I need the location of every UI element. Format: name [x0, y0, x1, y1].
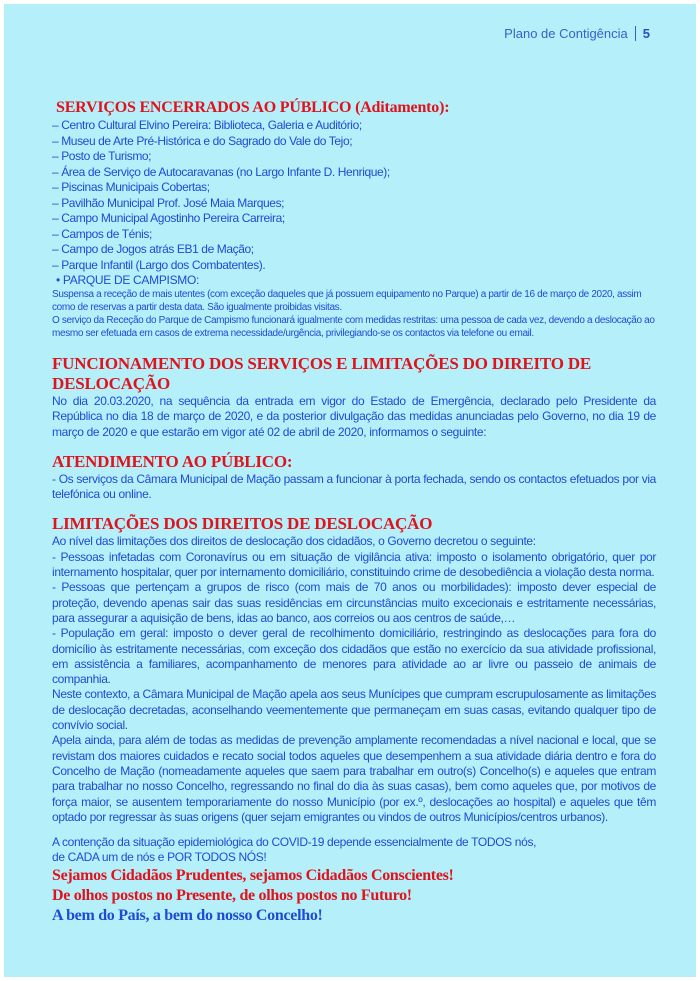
camping-paragraph: O serviço da Receção do Parque de Campismo funcionará igualmente com medidas restritas: uma pessoa de cada vez, devendo a deslocação ao mesmo ser efetuada em casos de extrema necessidade/urgência, privilegiando-se os contactos via telefone ou email.	[52, 315, 655, 339]
closing-line: A contenção da situação epidemiológica do COVID-19 depende essencialmente de TODOS nós,	[52, 835, 537, 850]
slogan: Sejamos Cidadãos Prudentes, sejamos Cidadãos Conscientes!	[52, 866, 454, 884]
list-item: – Piscinas Municipais Cobertas;	[52, 180, 210, 194]
list-item: – Museu de Arte Pré-Histórica e do Sagrado do Vale do Tejo;	[52, 133, 353, 148]
closing-line: de CADA um de nós e POR TODOS NÓS!	[52, 850, 267, 865]
slogan: A bem do País, a bem do nosso Concelho!	[52, 906, 323, 924]
camping-heading: • PARQUE DE CAMPISMO:	[56, 273, 200, 287]
camping-paragraph: Suspensa a receção de mais utentes (com exceção daqueles que já possuem equipamento no Parque) a partir de 16 de março de 2020, assim como de reservas a partir desta data. São igualmente proibidas visitas.	[52, 289, 642, 313]
attendance-paragraph: - Os serviços da Câmara Municipal de Mação passam a funcionar à porta fechada, sendo os contactos efetuados por via telefónica ou online.	[52, 471, 656, 502]
document-title: Plano de Contigência	[504, 26, 628, 41]
list-item: – Campos de Ténis;	[52, 226, 152, 241]
header-divider	[635, 26, 636, 41]
list-item: – Centro Cultural Elvino Pereira: Biblioteca, Galeria e Auditório;	[52, 118, 362, 132]
list-item: – Campo Municipal Agostinho Pereira Carreira;	[52, 211, 285, 225]
document-body	[52, 98, 656, 926]
closed-services-list	[52, 118, 656, 273]
limitations-intro: Ao nível das limitações dos direitos de deslocação dos cidadãos, o Governo decretou o seguinte:	[52, 534, 536, 549]
page-number: 5	[642, 26, 650, 41]
limitations-paragraph: Neste contexto, a Câmara Municipal de Mação apela aos seus Munícipes que cumpram escrupulosamente as limitações de deslocação decretadas, aconselhando veementemente que permaneçam em suas casas, evitando qualquer tipo de convívio social.	[52, 687, 656, 733]
list-item: – Posto de Turismo;	[52, 149, 152, 163]
list-item: – Parque Infantil (Largo dos Combatentes).	[52, 257, 266, 272]
page-header	[504, 26, 650, 41]
list-item: – Campo de Jogos atrás EB1 de Mação;	[52, 242, 254, 256]
slogan: De olhos postos no Presente, de olhos postos no Futuro!	[52, 886, 412, 904]
functioning-paragraph: No dia 20.03.2020, na sequência da entrada em vigor do Estado de Emergência, declarado pelo Presidente da República no dia 18 de março de 2020, e da posterior divulgação das medidas anunciadas pelo Governo, no dia 19 de março de 2020 e que estarão em vigor até 02 de abril de 2020, informamos o seguinte:	[52, 394, 656, 439]
section-title-attendance: ATENDIMENTO AO PÚBLICO:	[52, 451, 293, 471]
section-title-closed-services: SERVIÇOS ENCERRADOS AO PÚBLICO (Aditamento):	[56, 99, 450, 116]
limitations-paragraph: - Pessoas que pertençam a grupos de risco (com mais de 70 anos ou morbilidades): imposto dever especial de proteção, devendo apenas sair das suas residências em circunstâncias muito excecionais e estritamente necessárias, para assegurar a aquisição de bens, idas ao banco, aos correios ou aos centros de saúde,…	[52, 580, 656, 625]
list-item: – Área de Serviço de Autocaravanas (no Largo Infante D. Henrique);	[52, 164, 390, 179]
limitations-paragraph: - Pessoas infetadas com Coronavírus ou em situação de vigilância ativa: imposto o isolamento obrigatório, quer por internamento hospitalar, quer por internamento domiciliário, constituindo crime de desobediência a violação desta norma.	[52, 549, 656, 580]
section-title-functioning: FUNCIONAMENTO DOS SERVIÇOS E LIMITAÇÕES DO DIREITO DE DESLOCAÇÃO	[52, 354, 592, 393]
limitations-paragraph: - População em geral: imposto o dever geral de recolhimento domiciliário, restringindo as deslocações para fora do domicílio às estritamente necessárias, com exceção dos cidadãos que estão no exercício da sua atividade profissional, em assistência a familiares, acompanhamento de menores para atividade ao ar livre ou passeio de animais de companhia.	[52, 626, 656, 687]
limitations-paragraph: Apela ainda, para além de todas as medidas de prevenção amplamente recomendadas a nível nacional e local, que se revistam dos maiores cuidados e recato social todos aqueles que desempenhem a sua atividade diária dentro e fora do Concelho de Mação (nomeadamente aqueles que saem para trabalhar em outro(s) Concelho(s) e aqueles que entram para trabalhar no nosso Concelho, regressando no final do dia às suas casas), bem como aqueles que, por motivos de força maior, se ausentem temporariamente do nosso Município (por ex.º, deslocações ao hospital) e aqueles que têm optado por regressar às suas origens (quer sejam emigrantes ou vindos de outros Municípios/centros urbanos).	[52, 733, 656, 824]
page	[4, 4, 696, 977]
section-title-limitations: LIMITAÇÕES DOS DIREITOS DE DESLOCAÇÃO	[52, 514, 433, 534]
list-item: – Pavilhão Municipal Prof. José Maia Marques;	[52, 195, 285, 210]
